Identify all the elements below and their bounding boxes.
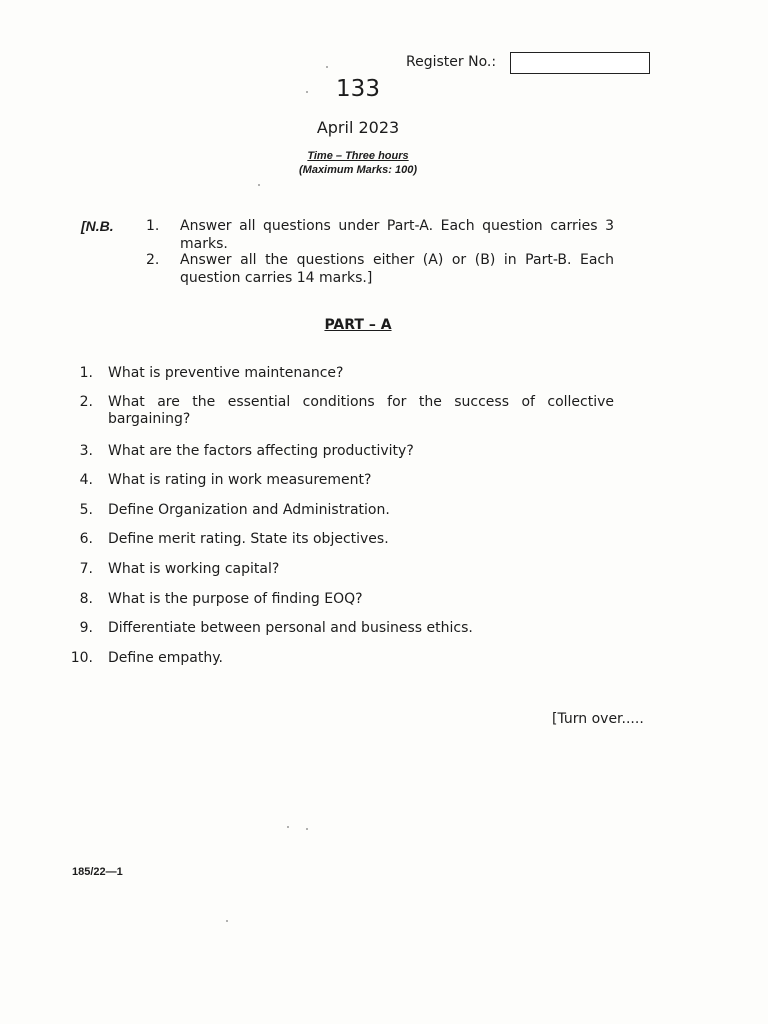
scan-speck xyxy=(226,920,228,922)
question-text: What is preventive maintenance? xyxy=(108,365,344,381)
question-number: 5. xyxy=(79,502,93,518)
scan-speck xyxy=(258,184,260,186)
question-text: Define Organization and Administration. xyxy=(108,502,390,518)
question-number: 6. xyxy=(79,531,93,547)
turn-over-note: [Turn over..... xyxy=(552,711,644,727)
part-a-heading: PART – A xyxy=(324,317,392,333)
question-text: Define merit rating. State its objectives. xyxy=(108,531,389,547)
question-text: What are the factors affecting productivity? xyxy=(108,443,414,459)
maximum-marks: (Maximum Marks: 100) xyxy=(299,164,417,176)
exam-date: April 2023 xyxy=(316,118,400,137)
question-number: 10. xyxy=(70,650,93,666)
question-text: Differentiate between personal and business ethics. xyxy=(108,620,473,636)
instruction-text: Answer all questions under Part-A. Each question carries 3 marks. xyxy=(180,218,614,252)
scan-speck xyxy=(306,91,308,93)
question-number: 3. xyxy=(79,443,93,459)
instruction-text: Answer all the questions either (A) or (B) in Part-B. Each question carries 14 marks.] xyxy=(180,252,614,286)
question-text: What is the purpose of finding EOQ? xyxy=(108,591,363,607)
register-number-box[interactable] xyxy=(510,52,650,74)
scan-speck xyxy=(326,66,328,68)
scan-speck xyxy=(287,826,289,828)
footer-code: 185/22—1 xyxy=(72,866,123,878)
question-number: 8. xyxy=(79,591,93,607)
register-number-label: Register No.: xyxy=(406,54,497,70)
question-number: 4. xyxy=(79,472,93,488)
question-text: Define empathy. xyxy=(108,650,223,666)
question-text: What are the essential conditions for the success of collective bargaining? xyxy=(108,394,614,427)
question-number: 2. xyxy=(79,394,93,410)
question-text: What is rating in work measurement? xyxy=(108,472,372,488)
question-number: 9. xyxy=(79,620,93,636)
question-number: 7. xyxy=(79,561,93,577)
question-number: 1. xyxy=(79,365,93,381)
nb-label: [N.B. xyxy=(81,218,114,234)
instruction-number: 2. xyxy=(146,252,160,268)
scan-speck xyxy=(306,828,308,830)
paper-code: 133 xyxy=(336,76,380,102)
exam-duration: Time – Three hours xyxy=(307,150,409,162)
question-text: What is working capital? xyxy=(108,561,280,577)
instruction-number: 1. xyxy=(146,218,160,234)
